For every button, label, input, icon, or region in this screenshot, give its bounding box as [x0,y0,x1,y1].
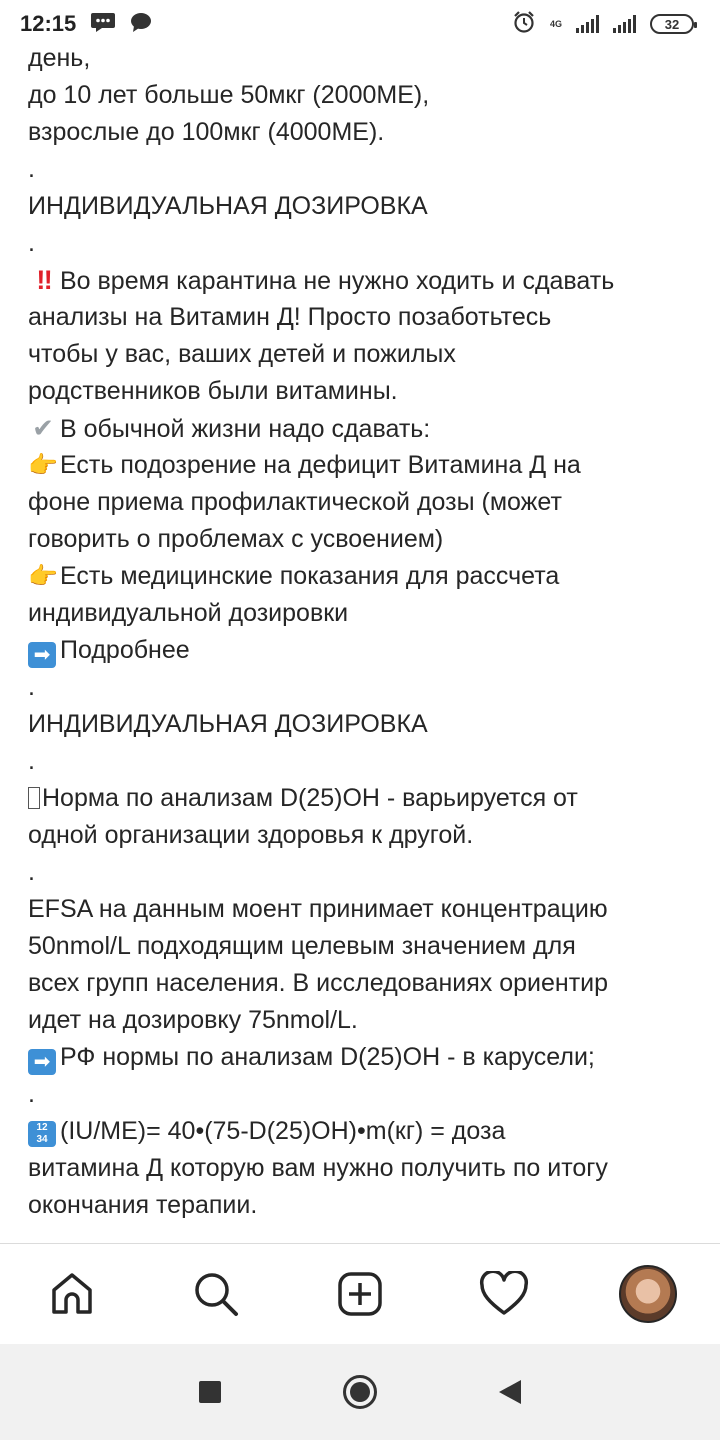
add-post-icon [337,1271,383,1317]
caption-line: . [28,858,35,886]
caption-line [28,632,698,669]
caption-line: . [28,747,35,775]
caption-text: (IU/ME)= 40•(75-D(25)OH)•m(кг) = доза [60,1117,506,1145]
section-heading: ИНДИВИДУАЛЬНАЯ ДОЗИРОВКА [28,710,428,738]
caption-line: . [28,1080,35,1108]
home-button[interactable] [340,1372,380,1412]
post-caption [28,40,698,1224]
recent-apps-button[interactable] [190,1372,230,1412]
caption-text: Подробнее [60,636,190,664]
system-navigation-bar [0,1344,720,1440]
caption-line [28,780,698,817]
caption-line: до 10 лет больше 50мкг (2000МЕ), [28,81,430,109]
activity-heart-icon [479,1271,529,1317]
caption-line: 50nmol/L подходящим целевым значением для [28,932,576,960]
caption-line [28,558,698,595]
back-button[interactable] [490,1372,530,1412]
chat-icon [130,12,152,37]
caption-line: чтобы у вас, ваших детей и пожилых [28,340,456,368]
pointing-finger-icon: 👉 [28,452,58,479]
caption-text: Во время карантина не нужно ходить и сдавать [60,267,615,295]
bottom-navigation [0,1243,720,1343]
caption-line: одной организации здоровья к другой. [28,821,474,849]
caption-line: день, [28,44,91,72]
right-arrow-icon: ➡ [28,642,56,668]
circle-icon [342,1374,378,1410]
search-icon [192,1270,240,1318]
caption-line: идет на дозировку 75nmol/L. [28,1006,358,1034]
status-bar-right [512,10,694,39]
message-icon [90,12,116,37]
profile-avatar [619,1265,677,1323]
alarm-icon [512,10,536,39]
caption-text: В обычной жизни надо сдавать: [60,415,431,443]
caption-line: анализы на Витамин Д! Просто позаботьтесь [28,303,552,331]
signal-icon [613,15,636,33]
activity-tab[interactable] [464,1254,544,1334]
caption-text: Есть медицинские показания для рассчета [60,562,560,590]
caption-line: витамина Д которую вам нужно получить по итогу [28,1154,608,1182]
status-bar-left [20,11,152,37]
signal-icon [576,15,599,33]
caption-line: EFSA на данным моент принимает концентрацию [28,895,608,923]
caption-line [28,447,698,484]
back-triangle-icon [497,1378,523,1406]
double-exclamation-icon: ‼ [36,265,50,295]
battery-icon [650,14,694,34]
caption-text: Норма по анализам D(25)OH - варьируется от [42,784,578,812]
square-icon [198,1380,222,1404]
new-post-tab[interactable] [320,1254,400,1334]
home-icon [48,1270,96,1318]
caption-line [28,262,698,299]
caption-text: Есть подозрение на дефицит Витамина Д на [60,451,581,479]
caption-line: окончания терапии. [28,1191,258,1219]
network-type: 4G [549,19,562,29]
caption-text: РФ нормы по анализам D(25)OH - в карусели; [60,1043,595,1071]
caption-line: всех групп населения. В исследованиях ориентир [28,969,609,997]
numbers-icon: 12 34 [28,1121,56,1147]
caption-line: родственников были витамины. [28,377,398,405]
caption-line: говорить о проблемах с усвоением) [28,525,444,553]
caption-line: фоне приема профилактической дозы (может [28,488,562,516]
status-time: 12:15 [20,11,77,36]
caption-line: . [28,229,35,257]
caption-line: . [28,155,35,183]
pointing-finger-icon: 👉 [28,563,58,590]
caption-line [28,1113,698,1150]
missing-glyph-icon [28,787,40,809]
search-tab[interactable] [176,1254,256,1334]
check-mark-icon: ✔ [32,413,54,443]
caption-line: . [28,673,35,701]
caption-line: индивидуальной дозировки [28,599,349,627]
section-heading: ИНДИВИДУАЛЬНАЯ ДОЗИРОВКА [28,192,428,220]
battery-level: 32 [664,16,680,32]
right-arrow-icon: ➡ [28,1049,56,1075]
caption-line [28,1039,698,1076]
caption-line: взрослые до 100мкг (4000МЕ). [28,118,385,146]
caption-line [28,410,698,447]
home-tab[interactable] [32,1254,112,1334]
profile-tab[interactable] [608,1254,688,1334]
